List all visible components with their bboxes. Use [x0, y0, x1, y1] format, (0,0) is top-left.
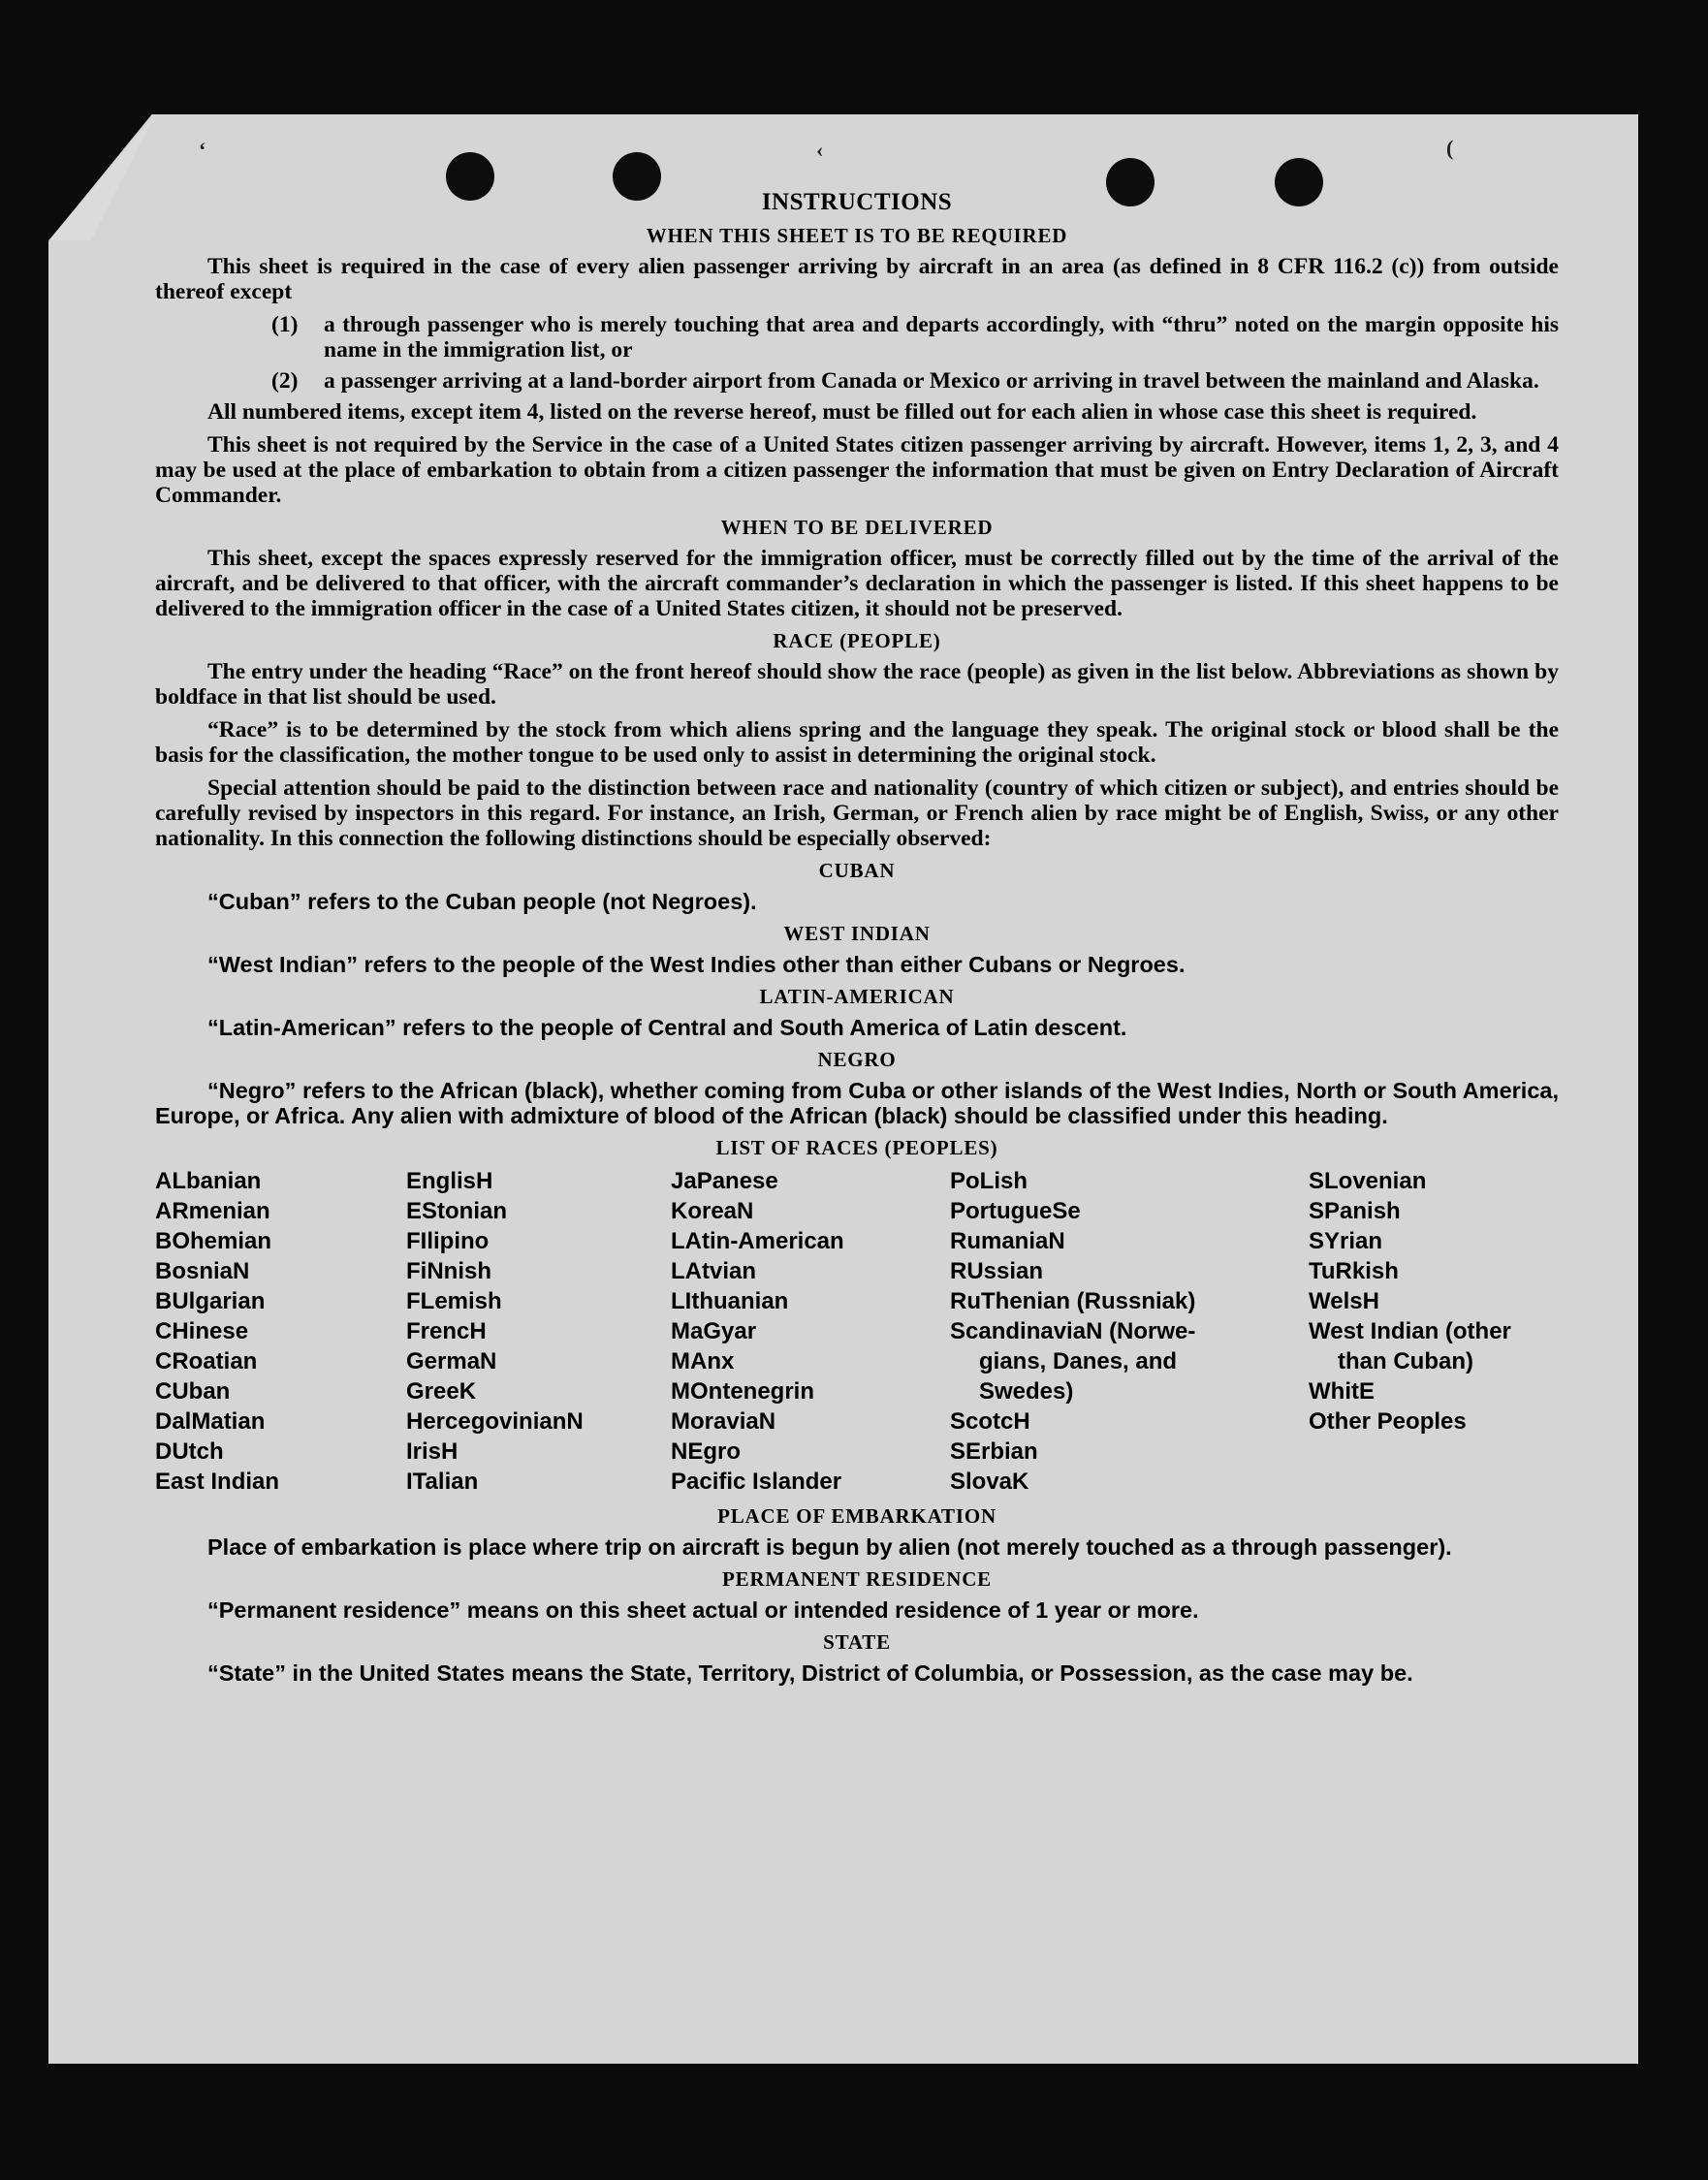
- race-entry: ALbanian: [155, 1168, 262, 1194]
- residence-heading: PERMANENT RESIDENCE: [722, 1567, 992, 1591]
- race-entry: PortugueSe: [950, 1198, 1081, 1224]
- race-entry-continuation: gians, Danes, and: [979, 1348, 1178, 1374]
- race-entry: RuThenian (Russniak): [950, 1288, 1196, 1314]
- race-entry: PoLish: [950, 1168, 1028, 1194]
- race-entry: WhitE: [1309, 1378, 1375, 1405]
- race-entry: BosniaN: [155, 1258, 250, 1284]
- race-entry: MoraviaN: [671, 1408, 776, 1435]
- exception-number: (2): [271, 368, 299, 394]
- race-entry: SlovaK: [950, 1469, 1029, 1495]
- scan-mark: ‘: [199, 138, 206, 162]
- race-entry: FrencH: [406, 1318, 487, 1344]
- race-entry: MOntenegrin: [671, 1378, 814, 1405]
- embarkation-heading: PLACE OF EMBARKATION: [717, 1504, 996, 1528]
- state-heading: STATE: [823, 1630, 891, 1654]
- west-indian-heading: WEST INDIAN: [783, 922, 931, 945]
- latin-american-heading: LATIN-AMERICAN: [759, 985, 955, 1008]
- scan-mark: ‹: [816, 138, 824, 162]
- page-title: INSTRUCTIONS: [761, 189, 953, 215]
- race-entry: TuRkish: [1309, 1258, 1399, 1284]
- exception-item: [155, 312, 1559, 363]
- race-entry: Pacific Islander: [671, 1469, 842, 1495]
- list-of-races-heading: LIST OF RACES (PEOPLES): [715, 1136, 998, 1159]
- when-delivered-heading: WHEN TO BE DELIVERED: [720, 516, 994, 539]
- page-body: [48, 114, 1638, 2064]
- race-entry: NEgro: [671, 1438, 741, 1465]
- numbered-items-paragraph: All numbered items, except item 4, listed on the reverse hereof, must be filled out for each alien in whose case this sheet is required.: [207, 399, 1477, 425]
- race-entry: SErbian: [950, 1438, 1038, 1465]
- race-entry: West Indian (other: [1309, 1318, 1511, 1344]
- race-paragraph-3: Special attention should be paid to the distinction between race and nationality (country of which citizen or subject), and entries should be carefully revised by inspectors in this regard. For instance, an Irish, German, or French alien by race might be of English, Swiss, or any other nationality. In this connection the following distinctions should be especially observed:: [155, 775, 1559, 851]
- race-entry: WelsH: [1309, 1288, 1379, 1314]
- cuban-heading: CUBAN: [818, 859, 896, 882]
- when-required-intro: This sheet is required in the case of every alien passenger arriving by aircraft in an area (as defined in 8 CFR 116.2 (c)) from outside thereof except: [155, 254, 1559, 304]
- race-entry: EStonian: [406, 1198, 508, 1224]
- race-entry: ScotcH: [950, 1408, 1030, 1435]
- race-entry: East Indian: [155, 1469, 280, 1495]
- race-paragraph-1: The entry under the heading “Race” on the front hereof should show the race (people) as given in the list below. Abbreviations as shown by boldface in that list should be used.: [155, 659, 1559, 710]
- races-column-2: [406, 1166, 671, 1497]
- race-entry: HercegovinianN: [406, 1408, 584, 1435]
- race-entry: ARmenian: [155, 1198, 270, 1224]
- race-entry: LAtvian: [671, 1258, 757, 1284]
- exception-text: a through passenger who is merely touching that area and departs accordingly, with “thru” noted on the margin opposite his name in the immigration list, or: [324, 312, 1559, 363]
- race-entry: SYrian: [1309, 1228, 1383, 1254]
- citizen-paragraph: This sheet is not required by the Service in the case of a United States citizen passenger arriving by aircraft. However, items 1, 2, 3, and 4 may be used at the place of embarkation to obtain from a citizen passenger the information that must be given on Entry Declaration of Aircraft Commander.: [155, 432, 1559, 508]
- race-entry: SLovenian: [1309, 1168, 1427, 1194]
- race-entry-continuation: Swedes): [979, 1378, 1074, 1405]
- races-column-5: [1309, 1166, 1559, 1497]
- scan-mark: (: [1446, 136, 1454, 160]
- race-entry: CRoatian: [155, 1348, 258, 1374]
- exception-item: [155, 368, 1559, 394]
- races-column-1: [155, 1166, 406, 1497]
- exception-text: a passenger arriving at a land-border airport from Canada or Mexico or arriving in travel between the mainland and Alaska.: [324, 368, 1539, 394]
- embarkation-definition: Place of embarkation is place where trip on aircraft is begun by alien (not merely touched as a through passenger).: [207, 1534, 1452, 1560]
- race-entry: FiNnish: [406, 1258, 491, 1284]
- race-entry: LIthuanian: [671, 1288, 789, 1314]
- races-column-4: [950, 1166, 1309, 1497]
- race-entry: IrisH: [406, 1438, 459, 1465]
- races-list: [155, 1166, 1559, 1497]
- exception-number: (1): [271, 312, 299, 337]
- when-required-heading: WHEN THIS SHEET IS TO BE REQUIRED: [646, 224, 1068, 247]
- race-entry: DalMatian: [155, 1408, 266, 1435]
- negro-heading: NEGRO: [817, 1048, 897, 1071]
- race-entry: CHinese: [155, 1318, 249, 1344]
- races-column-3: [671, 1166, 950, 1497]
- negro-definition: “Negro” refers to the African (black), whether coming from Cuba or other islands of the West Indies, North or South America, Europe, or Africa. Any alien with admixture of blood of the African (black) should be classified under this heading.: [155, 1078, 1559, 1128]
- race-entry: BUlgarian: [155, 1288, 266, 1314]
- race-entry: LAtin-American: [671, 1228, 844, 1254]
- race-entry: EnglisH: [406, 1168, 493, 1194]
- west-indian-definition: “West Indian” refers to the people of the West Indies other than either Cubans or Negroes.: [207, 952, 1186, 977]
- race-entry-continuation: than Cuban): [1338, 1348, 1473, 1374]
- instructions-content: [155, 189, 1559, 1690]
- race-entry: GermaN: [406, 1348, 497, 1374]
- race-entry: DUtch: [155, 1438, 224, 1465]
- race-entry: ScandinaviaN (Norwe-: [950, 1318, 1196, 1344]
- race-entry: KoreaN: [671, 1198, 754, 1224]
- when-delivered-text: This sheet, except the spaces expressly reserved for the immigration officer, must be correctly filled out by the time of the arrival of the aircraft, and be delivered to that officer, with the aircraft commander’s declaration in which the passenger is listed. If this sheet happens to be delivered to the immigration officer in the case of a United States citizen, it should not be preserved.: [155, 546, 1559, 621]
- race-entry: Other Peoples: [1309, 1408, 1467, 1435]
- race-entry: ITalian: [406, 1469, 479, 1495]
- race-entry: MAnx: [671, 1348, 735, 1374]
- latin-american-definition: “Latin-American” refers to the people of Central and South America of Latin descent.: [207, 1015, 1127, 1040]
- race-entry: RumaniaN: [950, 1228, 1065, 1254]
- race-entry: FIlipino: [406, 1228, 490, 1254]
- race-paragraph-2: “Race” is to be determined by the stock from which aliens spring and the language they speak. The original stock or blood shall be the basis for the classification, the mother tongue to be used only to assist in determining the original stock.: [155, 717, 1559, 768]
- race-entry: FLemish: [406, 1288, 502, 1314]
- race-entry: JaPanese: [671, 1168, 778, 1194]
- state-definition: “State” in the United States means the State, Territory, District of Columbia, or Possession, as the case may be.: [207, 1660, 1413, 1686]
- race-entry: BOhemian: [155, 1228, 272, 1254]
- race-entry: GreeK: [406, 1378, 477, 1405]
- race-entry: SPanish: [1309, 1198, 1401, 1224]
- race-entry: RUssian: [950, 1258, 1044, 1284]
- residence-definition: “Permanent residence” means on this sheet actual or intended residence of 1 year or more.: [207, 1597, 1199, 1623]
- race-entry: CUban: [155, 1378, 231, 1405]
- race-entry: MaGyar: [671, 1318, 757, 1344]
- race-heading: RACE (PEOPLE): [773, 629, 941, 652]
- cuban-definition: “Cuban” refers to the Cuban people (not Negroes).: [207, 889, 757, 914]
